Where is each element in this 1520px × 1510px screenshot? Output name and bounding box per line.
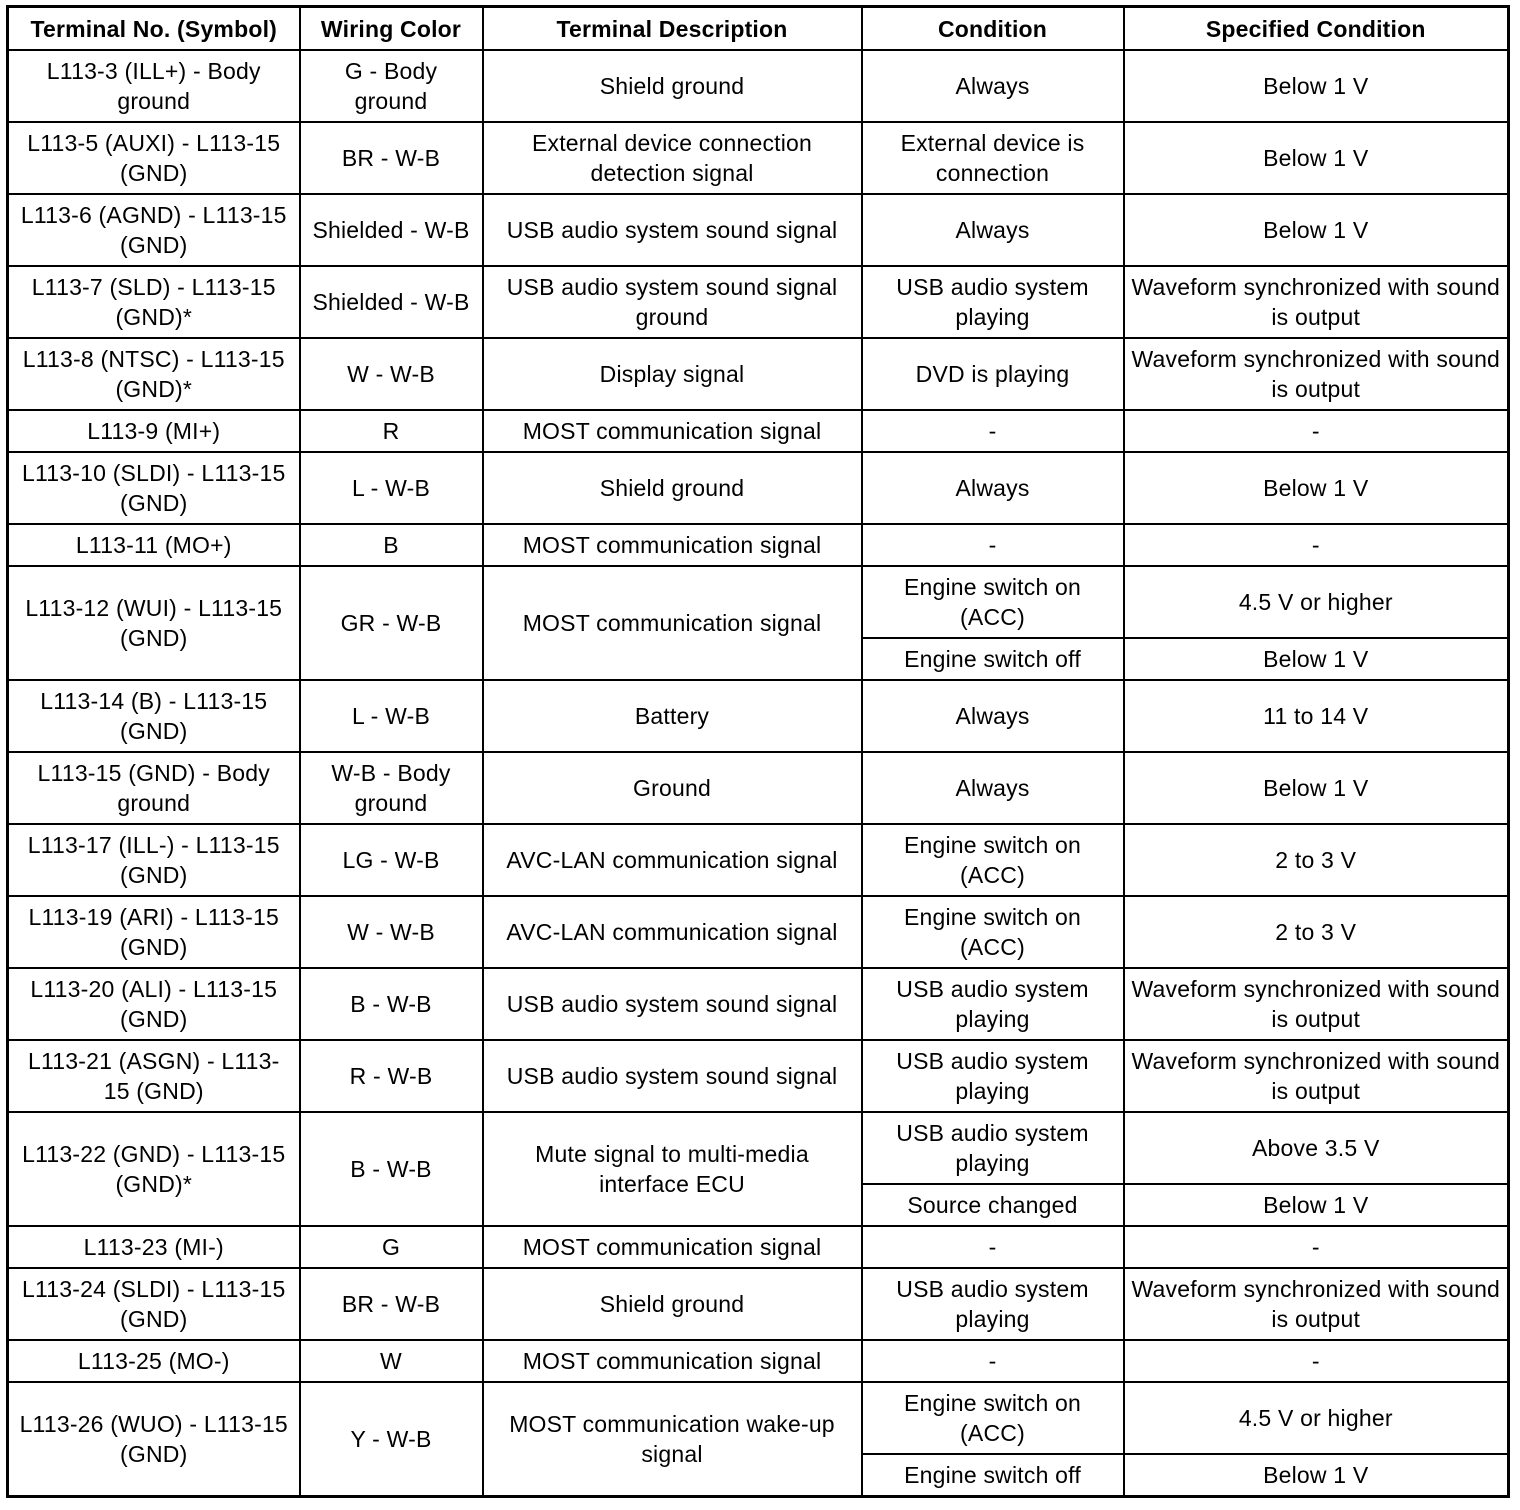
table-body [8,50,1509,1497]
cell-terminal: L113-5 (AUXI) - L113-15 (GND) [8,122,300,194]
cell-wiring-color: B - W-B [300,1112,483,1226]
cell-description: MOST communication signal [483,1226,862,1268]
table-row [8,968,1509,1040]
cell-condition: Always [862,194,1124,266]
cell-condition: - [862,524,1124,566]
cell-wiring-color: Shielded - W-B [300,266,483,338]
cell-description: Shield ground [483,1268,862,1340]
cell-terminal: L113-20 (ALI) - L113-15 (GND) [8,968,300,1040]
cell-condition: Always [862,50,1124,122]
cell-terminal: L113-14 (B) - L113-15 (GND) [8,680,300,752]
cell-condition: USB audio system playing [862,1040,1124,1112]
table-row [8,194,1509,266]
cell-condition: - [862,1226,1124,1268]
cell-wiring-color: BR - W-B [300,1268,483,1340]
cell-specified-condition: Waveform synchronized with sound is output [1124,338,1509,410]
cell-specified-condition: Below 1 V [1124,752,1509,824]
table-row [8,680,1509,752]
cell-condition: Always [862,680,1124,752]
cell-description: Display signal [483,338,862,410]
table-row [8,752,1509,824]
cell-description: AVC-LAN communication signal [483,824,862,896]
table-row [8,452,1509,524]
cell-specified-condition: Below 1 V [1124,50,1509,122]
table-row [8,410,1509,452]
cell-wiring-color: R [300,410,483,452]
cell-specified-condition: 2 to 3 V [1124,896,1509,968]
cell-terminal: L113-17 (ILL-) - L113-15 (GND) [8,824,300,896]
cell-condition: USB audio system playing [862,968,1124,1040]
cell-wiring-color: BR - W-B [300,122,483,194]
cell-terminal: L113-6 (AGND) - L113-15 (GND) [8,194,300,266]
table-row [8,1268,1509,1340]
table-row [8,1112,1509,1184]
cell-description: MOST communication wake-up signal [483,1382,862,1497]
cell-description: MOST communication signal [483,1340,862,1382]
table-row [8,1040,1509,1112]
cell-terminal: L113-19 (ARI) - L113-15 (GND) [8,896,300,968]
cell-specified-condition: - [1124,524,1509,566]
cell-condition: Engine switch on (ACC) [862,896,1124,968]
table-row [8,1340,1509,1382]
header-wiring-color: Wiring Color [300,7,483,51]
cell-specified-condition: - [1124,1340,1509,1382]
table-row [8,1226,1509,1268]
table-row [8,566,1509,638]
cell-description: Ground [483,752,862,824]
header-terminal: Terminal No. (Symbol) [8,7,300,51]
cell-specified-condition: Waveform synchronized with sound is output [1124,1268,1509,1340]
table-row [8,122,1509,194]
cell-specified-condition: Below 1 V [1124,194,1509,266]
cell-description: Shield ground [483,452,862,524]
cell-specified-condition: 11 to 14 V [1124,680,1509,752]
cell-terminal: L113-11 (MO+) [8,524,300,566]
cell-wiring-color: G [300,1226,483,1268]
cell-condition: Engine switch off [862,1454,1124,1497]
table-row [8,896,1509,968]
cell-wiring-color: R - W-B [300,1040,483,1112]
cell-description: MOST communication signal [483,410,862,452]
cell-condition: Always [862,752,1124,824]
cell-wiring-color: W [300,1340,483,1382]
cell-specified-condition: - [1124,1226,1509,1268]
cell-condition: Engine switch on (ACC) [862,824,1124,896]
cell-wiring-color: LG - W-B [300,824,483,896]
cell-terminal: L113-23 (MI-) [8,1226,300,1268]
cell-specified-condition: Below 1 V [1124,452,1509,524]
cell-terminal: L113-26 (WUO) - L113-15 (GND) [8,1382,300,1497]
cell-wiring-color: Y - W-B [300,1382,483,1497]
cell-condition: Always [862,452,1124,524]
cell-condition: USB audio system playing [862,266,1124,338]
cell-description: External device connection detection signal [483,122,862,194]
cell-specified-condition: Below 1 V [1124,638,1509,680]
table-header-row [8,7,1509,51]
cell-description: Shield ground [483,50,862,122]
cell-wiring-color: Shielded - W-B [300,194,483,266]
cell-description: Mute signal to multi-media interface ECU [483,1112,862,1226]
cell-wiring-color: W - W-B [300,338,483,410]
terminal-spec-table [6,5,1510,1498]
cell-specified-condition: Below 1 V [1124,122,1509,194]
cell-condition: Engine switch on (ACC) [862,1382,1124,1454]
cell-condition: Source changed [862,1184,1124,1226]
cell-terminal: L113-15 (GND) - Body ground [8,752,300,824]
cell-condition: Engine switch off [862,638,1124,680]
cell-terminal: L113-21 (ASGN) - L113-15 (GND) [8,1040,300,1112]
cell-specified-condition: Waveform synchronized with sound is output [1124,1040,1509,1112]
table-row [8,266,1509,338]
table-row [8,338,1509,410]
cell-condition: DVD is playing [862,338,1124,410]
cell-terminal: L113-3 (ILL+) - Body ground [8,50,300,122]
cell-wiring-color: G - Body ground [300,50,483,122]
cell-terminal: L113-12 (WUI) - L113-15 (GND) [8,566,300,680]
table-row [8,50,1509,122]
cell-condition: USB audio system playing [862,1268,1124,1340]
cell-specified-condition: Waveform synchronized with sound is output [1124,968,1509,1040]
cell-terminal: L113-22 (GND) - L113-15 (GND)* [8,1112,300,1226]
cell-specified-condition: 4.5 V or higher [1124,566,1509,638]
cell-specified-condition: - [1124,410,1509,452]
cell-description: USB audio system sound signal [483,194,862,266]
cell-terminal: L113-25 (MO-) [8,1340,300,1382]
table-row [8,1382,1509,1454]
table-row [8,524,1509,566]
cell-specified-condition: Above 3.5 V [1124,1112,1509,1184]
cell-specified-condition: 2 to 3 V [1124,824,1509,896]
cell-wiring-color: W-B - Body ground [300,752,483,824]
cell-terminal: L113-24 (SLDI) - L113-15 (GND) [8,1268,300,1340]
cell-condition: External device is connection [862,122,1124,194]
cell-description: Battery [483,680,862,752]
cell-wiring-color: L - W-B [300,452,483,524]
cell-terminal: L113-7 (SLD) - L113-15 (GND)* [8,266,300,338]
cell-terminal: L113-8 (NTSC) - L113-15 (GND)* [8,338,300,410]
cell-specified-condition: Waveform synchronized with sound is output [1124,266,1509,338]
cell-description: USB audio system sound signal [483,1040,862,1112]
cell-description: AVC-LAN communication signal [483,896,862,968]
cell-terminal: L113-10 (SLDI) - L113-15 (GND) [8,452,300,524]
cell-specified-condition: Below 1 V [1124,1184,1509,1226]
header-condition: Condition [862,7,1124,51]
cell-wiring-color: GR - W-B [300,566,483,680]
cell-description: USB audio system sound signal ground [483,266,862,338]
cell-terminal: L113-9 (MI+) [8,410,300,452]
cell-specified-condition: 4.5 V or higher [1124,1382,1509,1454]
header-terminal-description: Terminal Description [483,7,862,51]
cell-condition: - [862,410,1124,452]
table-row [8,824,1509,896]
cell-condition: Engine switch on (ACC) [862,566,1124,638]
cell-description: MOST communication signal [483,524,862,566]
cell-specified-condition: Below 1 V [1124,1454,1509,1497]
cell-wiring-color: L - W-B [300,680,483,752]
header-specified-condition: Specified Condition [1124,7,1509,51]
cell-wiring-color: B - W-B [300,968,483,1040]
cell-wiring-color: B [300,524,483,566]
cell-description: USB audio system sound signal [483,968,862,1040]
cell-description: MOST communication signal [483,566,862,680]
cell-condition: - [862,1340,1124,1382]
cell-wiring-color: W - W-B [300,896,483,968]
cell-condition: USB audio system playing [862,1112,1124,1184]
